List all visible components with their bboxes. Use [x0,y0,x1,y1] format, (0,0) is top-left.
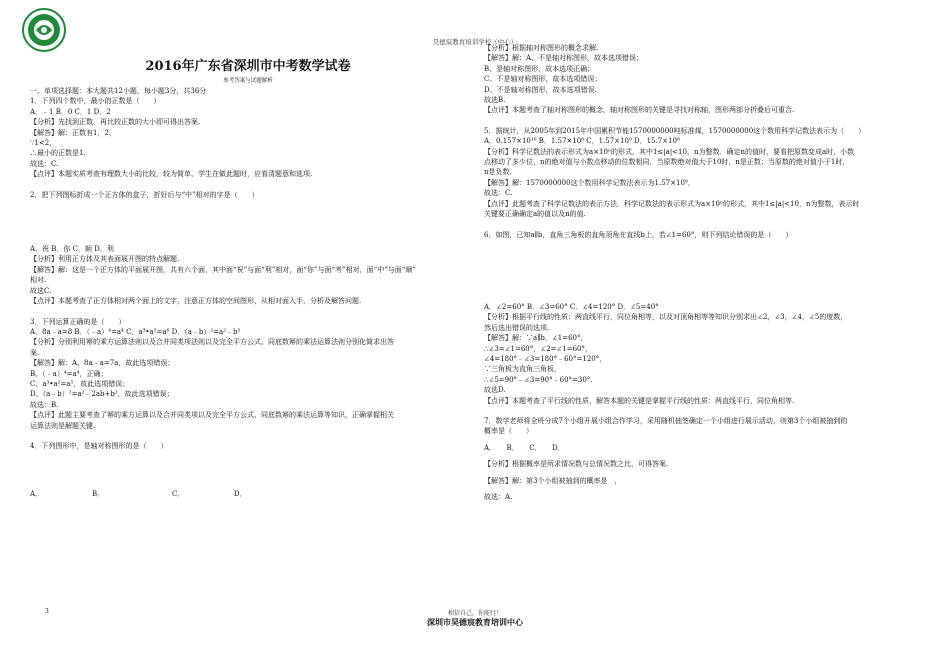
right-line: n是负数. [484,168,512,177]
left-line: 故选：C. [30,159,59,168]
right-line: 7．数学老师将全班分成7个小组开展小组合作学习，采用随机抽签确定一个小组进行展示活动，则第3个小组被抽到的 [484,416,848,425]
right-line: ∵三角板为直角三角板， [484,365,561,374]
left-line: 3．下列运算正确的是（ ） [30,317,126,326]
right-line: A． B． C． D． [484,443,565,452]
left-line: 【分析】先找到正数，再比较正数的大小即可得出答案. [30,118,201,127]
right-line: B、是轴对称图形，故本选项正确； [484,64,595,73]
right-line: 关键要正确确定a的值以及n的值. [484,210,586,219]
left-line: 一、单项选择题：本大题共12小题，每小题3分，共36分 [30,87,207,95]
left-line: 相对. [30,276,47,285]
left-line: 【点评】本题考查了正方体相对两个面上的文字，注意正方体的空间图形，从相对面入手，分析及解答问题. [30,297,362,306]
right-line: 然后选出错误的选项. [484,323,550,332]
right-line: C、不是轴对称图形，故本选项错误； [484,75,602,84]
right-line: 【解答】解：A、不是轴对称图形，故本选项错误； [484,54,644,63]
right-line: ∴∠5=90°﹣∠3=90°﹣60°=30°. [484,375,593,384]
spacer [484,406,924,416]
right-line: D、不是轴对称图形，故本选项错误. [484,85,597,94]
right-line: 【点评】本题考查了轴对称图形的概念，轴对称图形的关键是寻找对称轴，图形两部分折叠后可重合. [484,106,795,115]
left-line: 案. [30,348,40,357]
left-line: 【分析】利用正方体及其表面展开图的特点解题. [30,255,180,264]
right-line: 故选：A. [484,493,513,501]
left-line: 【解答】解：A、8a﹣a=7a，故此选项错误； [30,359,175,368]
right-line: 【解答】解：∵a∥b，∠1=60°， [484,334,588,343]
left-line: C、a³•a²=a⁵，故此选项错误； [30,379,130,388]
left-line: A．祝 B．你 C．顺 D．利 [30,245,114,254]
left-line: 【解答】解：这是一个正方体的平面展开图，共有六个面，其中面“祝”与面“利”相对，面“你”与面“考”相对，面“中”与面“顺” [30,265,416,274]
right-line: 【解答】解：第3个小组被抽到的概率是 ， [484,476,622,485]
left-line: 4．下列图形中，是轴对称图形的是（ ） [30,441,168,450]
left-line: 2．把下列图标折成一个正方体的盒子，折好后与“中”相对的字是（ ） [30,190,259,199]
q4-options [30,489,466,499]
left-line: B、（﹣a）⁴=a⁴，正确； [30,369,108,378]
left-line: D、（a﹣b）²=a²﹣2ab+b²，故此选项错误； [30,390,174,399]
left-line: 故选C. [30,286,52,295]
right-line: 概率是（ ） [484,427,533,436]
spacer [30,200,466,244]
left-line: 【点评】本题实质考查有理数大小的比较，较为简单，学生在做此题时，应看清题意和选项. [30,170,313,179]
right-line: 【点评】此题考查了科学记数法的表示方法．科学记数法的表示形式为a×10ⁿ的形式，其中1≤|a|<10，n为整数，表示时 [484,199,860,208]
left-line: 【分析】分别利用幂的乘方运算法则以及合并同类项法则以及完全平方公式、同底数幂的乘法运算法则分别化简求出答 [30,338,394,347]
left-line: A．8a﹣a=8 B．（﹣a）⁴=a⁴ C．a³•a²=a⁶ D．（a﹣b）²=a²﹣b² [30,327,241,336]
left-line: 【点评】此题主要考查了幂的乘方运算以及合并同类项以及完全平方公式、同底数幂的乘法运算等知识，正确掌握相关 [30,411,394,420]
left-line: 1．下列四个数中，最小的正数是（ ） [30,97,161,106]
spacer [30,307,466,317]
right-line: 故选B. [484,96,506,105]
left-line: ∴最小的正数是1. [30,149,86,158]
right-line: A．0.157×10¹⁰ B．1.57×10⁸ C．1.57×10⁹ D．15.7×10⁸ [484,137,680,146]
right-line: 点移动了多少位，n的绝对值与小数点移动的位数相同．当原数绝对值大于10时，n是正数；当原数的绝对值小于1时， [484,158,850,167]
left-line: 【解答】解：正数有1，2， [30,128,116,137]
right-line: 故选D. [484,386,506,395]
spacer [30,431,466,441]
spacer [30,180,466,190]
right-line: A．∠2=60° B．∠3=60° C．∠4=120° D．∠5=40° [484,302,659,311]
right-line: ∠4=180°﹣∠3=180°﹣60°=120°， [484,354,607,363]
page-subtitle: 参考答案与试题解析 [223,78,273,84]
q4-option-d: D． [234,490,247,499]
q4-option-a: A． [30,490,43,499]
left-line: 故选：B. [30,400,59,409]
right-column [484,43,924,502]
spacer [484,240,924,302]
q4-option-b: B． [92,490,105,499]
right-line: 【分析】根据轴对称图形的概念求解. [484,44,599,52]
page-title: 2016年广东省深圳市中考数学试卷 [145,59,351,74]
right-line: 【点评】本题考查了平行线的性质，解答本题的关键是掌握平行线的性质：两直线平行，同位角相等. [484,396,795,405]
spacer [484,220,924,230]
footer-motto: 相信自己，你能行！ [447,610,502,617]
page-number: 3 [45,608,49,615]
right-line: 【解答】解：1570000000这个数用科学记数法表示为1.57×10⁹， [484,178,695,187]
right-line: ∴∠3=∠1=60°，∠2=∠1=60°， [484,344,593,353]
right-line: 故选：C. [484,189,513,198]
header-school: 昊德宸教育培训学校（中心） [432,38,518,46]
left-line: 运算法则是解题关键. [30,421,96,430]
right-line: 【分析】根据平行线的性质：两直线平行，同位角相等，以及对顶角相等等知识分别求出∠2，∠3，∠4，∠5的度数， [484,313,848,322]
right-line: 【分析】科学记数法的表示形式为a×10ⁿ的形式，其中1≤|a|<10，n为整数．确定n的值时，要看把原数变成a时，小数 [484,147,855,156]
right-line: 【分析】根据概率是所求情况数与总情况数之比，可得答案. [484,460,669,469]
right-line: 6．如图，已知a∥b，直角三角板的直角顶角在直线b上，若∠1=60°，则下列结论错误的是（ ） [484,230,793,239]
left-line: A．﹣1 B．0 C．1 D．2 [30,107,111,116]
left-line: ∵1<2， [30,139,57,148]
left-column [30,58,466,500]
right-line: 5．据统计，从2005年到2015年中国累积节能1570000000吨标准煤，1570000000这个数用科学记数法表示为（ ） [484,126,866,135]
q4-option-c: C． [172,490,185,499]
spacer [484,116,924,126]
footer-org: 深圳市昊德宸教育培训中心 [427,618,523,627]
